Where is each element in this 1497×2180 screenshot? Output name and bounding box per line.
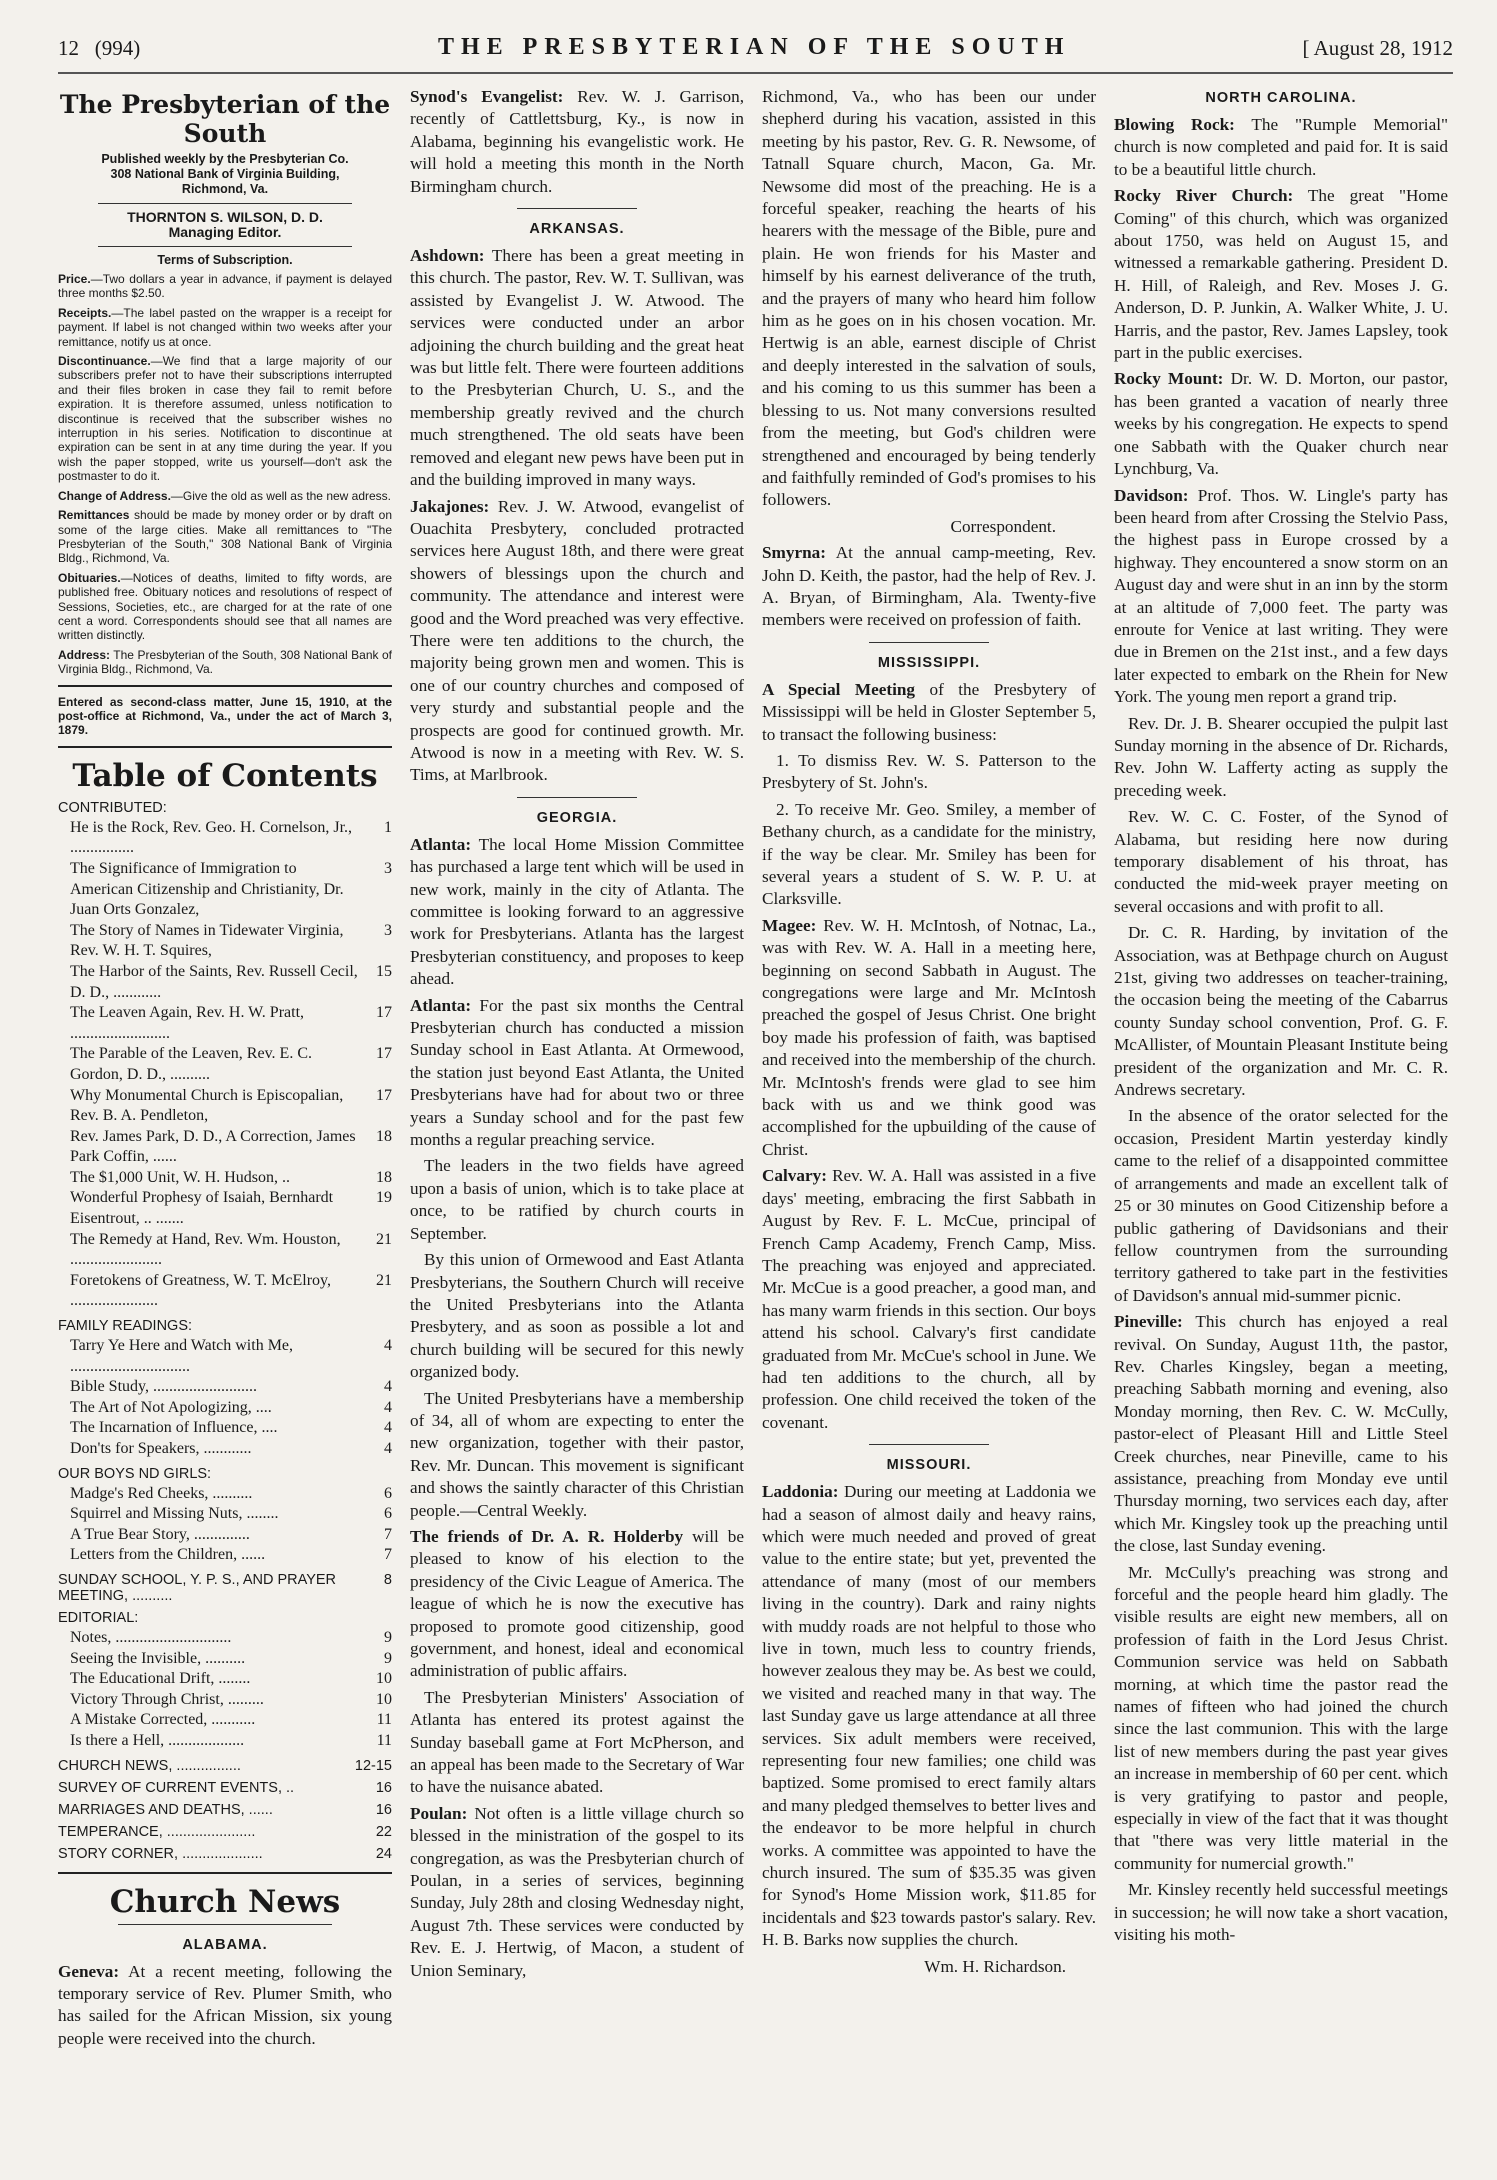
toc-entry[interactable]: Rev. James Park, D. D., A Correction, James Park Coffin, ...... 18 [70,1127,392,1166]
news-paragraph [410,1803,744,1982]
toc-entry[interactable]: Seeing the Invisible, .......... 9 [70,1649,392,1667]
paragraph-lead: Atlanta: [410,834,472,854]
editor-block: THORNTON S. WILSON, D. D. Managing Editor. [127,209,323,240]
paragraph-text: During our meeting at Laddonia we had a season of almost daily and heavy rains, which were much needed and proved of great value to the entire state; but yet, prevented the attendance of many (most of our members living in the country). Dark and rainy nights with muddy roads are not helpful to those who live in town, much less to country friends, however zealous they may be. As best we could, we visited and reached many in that way. The last Sunday gave us large attendance at all three services. Six adult members were received, representing four new families; one child was baptized. Some promised to erect family altars and many pledged themselves to better lives and the endeavor to be more helpful in church works. A committee was appointed to have the church insured. The sum of $35.35 was given for Synod's Home Mission work, $11.85 for incidentals and $23 towards pastor's salary. Rev. H. B. Barks now supplies the church. [762,1482,1096,1950]
news-paragraph-continued: Richmond, Va., who has been our under shepherd during his vacation, assisted in this meeting by his pastor, Rev. G. R. Newsome, of Tatnall Square church, Macon, Ga. Mr. Newsome did most of the preaching. He is a forceful speaker, reaching the hearts of his hearers with the message of the Bible, pure and plain. He won friends for his Master and himself by his earnest deliverance of the truth, and the prayers of many who heard him follow him as he goes on in his chosen vocation. Mr. Hertwig is an able, earnest disciple of Christ and deeply interested in the salvation of souls, and his coming to us this summer has been a blessing to us. Not many conversions resulted from the meeting, but God's children were strengthened and encouraged by being tenderly and faithfully reminded of God's promises to his followers. [762,87,1096,510]
toc-entry[interactable]: The Incarnation of Influence, .... 4 [70,1419,392,1437]
toc-entry[interactable]: Letters from the Children, ...... 7 [70,1546,392,1564]
paragraph-text: There has been a great meeting in this church. The pastor, Rev. W. T. Sullivan, was assisted by Evangelist J. W. Atwood. The services were conducted under an arbor adjoining the church building and the great heat was but little felt. There were fourteen additions to the Presbyterian Church, U. S., and the membership greatly revived and the church much strengthened. The old seats have been removed and elegant new pews have been put in and the building improved in many ways. [410,246,744,490]
paragraph-text: Rev. J. W. Atwood, evangelist of Ouachita Presbytery, concluded protracted services here August 18th, and there were great showers of blessings upon the church and community. The attendance and interest were good and the Word preached was very effective. There were ten additions to the church, the majority being grown men and women. This is one of our country churches and composed of very sturdy and substantial people and the prospects are good for continued growth. Mr. Atwood is now in a meeting with Rev. W. S. Tims, at Marlbrook. [410,496,744,785]
news-paragraph [1114,1105,1448,1307]
paragraph-text: Mr. Kinsley recently held successful meetings in succession; he will now take a short vacation, visiting his moth- [1114,1880,1448,1945]
paragraph-text: This church has enjoyed a real revival. On Sunday, August 11th, the pastor, Rev. Charles Kingsley, began a meeting, preaching Sabbath morning and evening, also Monday morning, then Rev. C. W. McCully, pastor-elect of Pleasant Hill and Little Steel Creek churches, near Pineville, came to his assistance, preaching from Monday eve until Thursday morning, two services each day, after which Mr. Kingsley took up the preaching until the close, last Sunday evening. [1114,1312,1448,1556]
paragraph-text: The Presbyterian Ministers' Association of Atlanta has entered its protest against the Sunday baseball game at Fort McPherson, and an appeal has been made to the Secretary of War to have the nuisance abated. [410,1687,744,1797]
news-paragraph [1114,368,1448,480]
paragraph-text: Rev. W. H. McIntosh, of Notnac, La., was with Rev. W. A. Hall in a meeting here, beginning on second Sabbath in August. The congregations were large and Mr. McIntosh preached the gospel of Jesus Christ. One bright boy made his profession of faith, was baptised and received into the membership of the church. Mr. McIntosh's frends were glad to see him back with us and we think good was accomplished for the upbuilding of the cause of Christ. [762,915,1096,1159]
news-paragraph: Synod's Evangelist: Rev. W. J. Garrison, recently of Cattlettsburg, Ky., is now in Alabama, beginning his evangelistic work. He will hold a meeting this month in the North Birmingham church. [410,87,744,196]
column-3 [762,86,1096,2156]
alabama-news [58,1961,392,2051]
news-paragraph [410,1687,744,1799]
toc-section-heading: STORY CORNER, .................... 24 [58,1845,392,1862]
paragraph-text: The great "Home Coming" of this church, which was organized about 1750, was held on August 15, and witnessed a remarkable gathering. President D. H. Hill, of Raleigh, and Rev. Moses J. G. Anderson, D. P. Junkin, A. Walker White, J. U. Harris, and the pastor, Rev. James Lapsley, took part in the public exercises. [1114,186,1448,363]
journal-title: THE PRESBYTERIAN OF THE SOUTH [438,34,1071,60]
paragraph-text: The "Rumple Memorial" church is now completed and paid for. It is said to be a beautiful little church. [1114,115,1448,179]
toc-section-heading: OUR BOYS ND GIRLS: [58,1465,212,1482]
paragraph-text: The local Home Mission Committee has purchased a large tent which will be used in new work, mainly in the city of Atlanta. The committee is looking forward to an aggressive work for Presbyterians. Atlanta has the largest Presbyterian constituency, and proposes to keep ahead. [410,834,744,989]
terms-item: Address: The Presbyterian of the South, 308 National Bank of Virginia Bldg., Richmond, Va. [58,647,392,677]
terms-item: Remittances should be made by money order or by draft on some of the large cities. Make all remittances to "The Presbyterian of the South," 308 National Bank of Virginia Bldg., Richmond, Va. [58,508,392,566]
entered-notice: Entered as second-class matter, June 15, 1910, at the post-office at Richmond, Va., under the act of March 3, 1879. [58,694,392,738]
toc-entry[interactable]: Madge's Red Cheeks, .......... 6 [70,1484,392,1502]
georgia-signature: Correspondent. [950,516,1056,536]
toc-entry[interactable]: The Educational Drift, ........ 10 [70,1670,392,1688]
news-paragraph [762,915,1096,1161]
state-heading-missouri: MISSOURI. [886,1457,972,1474]
news-paragraph [410,1155,744,1245]
toc-entry[interactable]: The Remedy at Hand, Rev. Wm. Houston, ....................... 21 [70,1230,392,1269]
missouri-signature: Wm. H. Richardson. [924,1956,1066,1976]
paragraph-text: Not often is a little village church so blessed in the ministration of the gospel to its congregation, as was the Presbyterian church of Poulan, in a series of services, beginning Sunday, July 28th and closing Wednesday night, August 7th. These services were conducted by Rev. E. J. Hertwig, of Macon, a student of Union Seminary, [410,1803,744,1980]
publisher-line: Published weekly by the Presbyterian Co. 308 National Bank of Virginia Building, Richmond, Va. [101,152,349,196]
paragraph-text: of the Presbytery of Mississippi will be held in Gloster September 5, to transact the following business: [762,679,1096,744]
masthead-title: The Presbyterian of the South [59,90,391,148]
terms-item: Price.—Two dollars a year in advance, if payment is delayed three months $2.50. [58,272,392,301]
paragraph-text: Mr. McCully's preaching was strong and forceful and the people heard him gladly. The visible results are eight new members, all on profession of faith in the Lord Jesus Christ. Communion service was held on Sabbath morning, at which time the pastor read the names of fifteen who had joined the church since the last communion. This with the large list of new members during the past year gives an increase in membership of 60 per cent. which is very gratifying to pastor and people, especially in view of the fact that it was thought that "there was very little material in the community for numercial growth." [1114,1562,1448,1873]
paragraph-text: 1. To dismiss Rev. W. S. Patterson to the Presbytery of St. John's. [762,750,1096,793]
toc-entry[interactable]: Notes, ............................. 9 [70,1628,392,1646]
news-paragraph [410,1526,744,1683]
issue-date: [ August 28, 1912 [1302,36,1453,60]
news-paragraph [58,1961,392,2051]
paragraph-lead: Jakajones: [410,496,490,516]
north-carolina-news [1114,114,1448,1947]
toc-entry[interactable]: Don'ts for Speakers, ............ 4 [70,1440,392,1457]
page-number: 12 (994) [58,36,141,60]
news-paragraph [1114,1879,1448,1946]
news-paragraph [762,679,1096,746]
georgia-news [410,834,744,1982]
paragraph-text: Dr. C. R. Harding, by invitation of the Association, was at Bethpage church on August 21st, giving two addresses on teacher-training, the occasion being the meeting of the Cabarrus county Sunday school convention, Prof. G. F. McAllister, of Mountain Pleasant Institute being president of the organization and Mr. C. R. Andrews secretary. [1114,923,1448,1100]
paragraph-lead: Laddonia: [762,1482,839,1502]
paragraph-text: Dr. W. D. Morton, our pastor, has been granted a vacation of nearly three weeks by his congregation. He expects to spend one Sabbath with the Quaker church near Lynchburg, Va. [1114,369,1448,479]
toc-section-heading: SURVEY OF CURRENT EVENTS, .. 16 [58,1779,392,1796]
alabama-news-cont [410,86,744,198]
terms-item: Change of Address.—Give the old as well as the new adress. [58,488,392,503]
toc-entry[interactable]: Bible Study, .......................... 4 [70,1378,392,1396]
paragraph-text: The United Presbyterians have a membership of 34, all of whom are expecting to enter the new organization, together with their pastor, Rev. Mr. Duncan. This movement is significant and shows the saintly character of this Christian people.—Central Weekly. [410,1388,744,1520]
toc-entry[interactable]: The Leaven Again, Rev. H. W. Pratt, ......................... 17 [70,1004,392,1042]
toc-section-heading: TEMPERANCE, ...................... 22 [58,1823,392,1840]
paragraph-text: By this union of Ormewood and East Atlanta Presbyterians, the Southern Church will receive the United Presbyterians into the Atlanta Presbytery, and as soon as possible a lot and church building will be secured for this newly organized body. [410,1250,744,1382]
paragraph-text: At a recent meeting, following the temporary service of Rev. Plumer Smith, who has sailed for the African Mission, six young people were received into the church. [58,1961,392,2048]
toc-section-heading: SUNDAY SCHOOL, Y. P. S., AND PRAYER MEETING, .......... 8 [58,1571,392,1604]
news-paragraph [762,1165,1096,1434]
paragraph-text: Rev. W. A. Hall was assisted in a five days' meeting, embracing the first Sabbath in August by Rev. F. L. McCue, principal of French Camp Academy, French Camp, Miss. The preaching was enjoyed and appreciated. Mr. McCue is a good preacher, a good man, and has many warm friends in this section. Our boys attend his school. Calvary's first candidate graduated from Mr. McCue's school in June. We had ten additions to the church, all by profession. One child received the token of the covenant. [762,1166,1096,1432]
arkansas-news [410,245,744,787]
toc-entry[interactable]: The Story of Names in Tidewater Virginia, Rev. W. H. T. Squires, 3 [70,921,392,960]
mississippi-news [762,679,1096,1434]
terms-item: Receipts.—The label pasted on the wrapper is a receipt for payment. If label is not changed within two weeks after your remittance, notify us at once. [58,305,392,349]
news-paragraph [1114,1311,1448,1557]
news-paragraph: Smyrna: At the annual camp-meeting, Rev. John D. Keith, the pastor, had the help of Rev. J. A. Bryan, of Birmingham, Ala. Twenty-five members were received on profession of faith. [762,543,1096,630]
news-paragraph [762,750,1096,795]
paragraph-lead: Davidson: [1114,485,1189,505]
paragraph-lead: Magee: [762,915,817,935]
toc-section-heading: CHURCH NEWS, ................ 12-15 [58,1757,392,1774]
church-news-title: Church News [109,1883,341,1920]
news-paragraph [1114,713,1448,803]
column-2 [410,86,744,2156]
state-heading-georgia: GEORGIA. [536,809,618,826]
toc-entry[interactable]: The Art of Not Apologizing, .... 4 [70,1398,392,1416]
georgia-news-cont [762,86,1096,512]
paragraph-text: Rev. W. C. C. Foster, of the Synod of Alabama, but residing here now during temporary disablement of his throat, has conducted the mid-week prayer meeting on several occasions and with profit to all. [1114,807,1448,916]
toc-entry[interactable]: Is there a Hell, ................... 11 [70,1731,392,1749]
news-paragraph [762,799,1096,911]
news-paragraph [410,995,744,1152]
toc-entry[interactable]: A True Bear Story, .............. 7 [70,1525,392,1543]
column-1 [58,86,392,2156]
paragraph-lead: Poulan: [410,1803,468,1823]
terms-item: Discontinuance.—We find that a large majority of our subscribers prefer not to have their subscriptions interrupted and their files broken in case they fail to remit before expiration. It is therefore assumed, unless notification to discontinue is received that the subscriber wishes no interruption in his series. Notification to discontinue at expiration can be sent in at any time during the year. If you wish the paper stopped, write us yourself—don't ask the postmaster to do it. [58,354,392,484]
toc-entry[interactable]: The Significance of Immigration to American Citizenship and Christianity, Dr. Juan Orts Gonzalez, 3 [70,859,392,919]
state-heading-arkansas: ARKANSAS. [529,221,625,238]
toc-entry[interactable]: Wonderful Prophesy of Isaiah, Bernhardt Eisentrout, .. ....... 19 [70,1189,392,1228]
terms-item: Obituaries.—Notices of deaths, limited to fifty words, are published free. Obituary notices and resolutions of respect of Sessions, Societies, etc., are charged for at the rate of one cent a word. Correspondents should see that all names are written distinctly. [58,570,392,643]
paragraph-lead: Atlanta: [410,995,472,1015]
column-4 [1114,86,1448,2156]
toc-entry[interactable]: Victory Through Christ, ......... 10 [70,1690,392,1708]
paragraph-lead: Rocky River Church: [1114,186,1294,206]
paragraph-lead: Calvary: [762,1166,827,1186]
paragraph-lead: Pineville: [1114,1312,1183,1332]
news-paragraph [1114,922,1448,1101]
toc-entry[interactable]: Foretokens of Greatness, W. T. McElroy, ...................... 21 [70,1271,392,1310]
toc-section-heading: MARRIAGES AND DEATHS, ...... 16 [58,1801,392,1818]
news-paragraph [410,1249,744,1383]
news-paragraph [1114,114,1448,181]
paragraph-text: The leaders in the two fields have agreed upon a basis of union, which is to take place at once, to be ratified by church courts in September. [410,1156,744,1243]
news-paragraph [1114,1562,1448,1876]
news-paragraph [410,1388,744,1522]
toc-entry[interactable]: A Mistake Corrected, ........... 11 [70,1711,392,1729]
news-paragraph [410,834,744,991]
paragraph-text: In the absence of the orator selected for the occasion, President Martin yesterday kindly came to the relief of a disappointed committee of arrangements and made an excellent talk of 25 or 30 minutes on Good Citizenship before a public gathering of Davidsonians and their fellow countrymen from the surrounding territory gathered to take part in the festivities of Davidson's annual mid-summer picnic. [1114,1106,1448,1305]
toc-entry[interactable]: The Parable of the Leaven, Rev. E. C. Gordon, D. D., .......... 17 [70,1045,392,1083]
toc-entry[interactable]: Tarry Ye Here and Watch with Me, .............................. 4 [70,1337,392,1375]
table-of-contents [58,800,392,1862]
terms-list [58,272,392,677]
news-paragraph [762,1481,1096,1952]
newspaper-page [58,22,1453,2162]
paragraph-text: Prof. Thos. W. Lingle's party has been heard from after Crossing the Stelvio Pass, the highest pass in Europe crossed by a highway. They encountered a snow storm on an August day and were shut in an inn by the storm at an altitude of 7,000 feet. The party was enroute for Venice at last writing. They were due in Bremen on the 21st inst., and a few days later expected to embark on the Rhein for New York. The young men report a grand trip. [1114,485,1448,707]
toc-entry[interactable]: The Harbor of the Saints, Rev. Russell Cecil, D. D., ............ 15 [70,962,392,1001]
news-paragraph [1114,185,1448,364]
paragraph-lead: Geneva: [58,1961,120,1981]
news-paragraph [1114,806,1448,918]
state-heading-mississippi: MISSISSIPPI. [877,654,981,671]
paragraph-text: Rev. Dr. J. B. Shearer occupied the pulpit last Sunday morning in the absence of Dr. Richards, Rev. John W. Lafferty acting as supply the preceding week. [1114,713,1448,800]
toc-section-heading: CONTRIBUTED: [58,799,167,816]
paragraph-lead: Ashdown: [410,246,485,266]
paragraph-text: 2. To receive Mr. Geo. Smiley, a member of Bethany church, as a candidate for the ministry, if the way be clear. Mr. Smiley has been for several years a student of S. W. P. U. at Clarksville. [762,799,1096,909]
toc-title: Table of Contents [72,757,378,794]
toc-entry[interactable]: Why Monumental Church is Episcopalian, Rev. B. A. Pendleton, 17 [70,1086,392,1125]
state-heading-alabama: ALABAMA. [182,1936,268,1953]
news-paragraph [1114,485,1448,709]
paragraph-lead: A Special Meeting [762,679,916,699]
paragraph-text: will be pleased to know of his election to the presidency of the Civic League of America. The league of which he is now the executive has proposed to promote good citizenship, good government, and honest, ideal and economical administration of public affairs. [410,1526,744,1681]
paragraph-lead: Rocky Mount: [1114,369,1224,389]
toc-section-heading: FAMILY READINGS: [58,1318,193,1335]
paragraph-lead: Blowing Rock: [1114,115,1235,134]
toc-entry[interactable]: He is the Rock, Rev. Geo. H. Cornelson, Jr., ................ 1 [70,818,392,857]
smyrna-news [762,542,1096,632]
missouri-news [762,1481,1096,1952]
terms-title: Terms of Subscription. [157,253,293,267]
news-paragraph [410,496,744,787]
toc-entry[interactable]: The $1,000 Unit, W. H. Hudson, .. 18 [70,1168,392,1186]
paragraph-text: For the past six months the Central Presbyterian church has conducted a mission Sunday school in East Atlanta. At Ormewood, the station just beyond East Atlanta, the United Presbyterians have had for about two or three years a Sunday school and for the past few months a regular preaching service. [410,995,744,1150]
news-paragraph [410,245,744,491]
state-heading-north-carolina: NORTH CAROLINA. [1205,90,1357,106]
paragraph-lead: The friends of Dr. A. R. Holderby [410,1526,684,1546]
toc-entry[interactable]: Squirrel and Missing Nuts, ........ 6 [70,1505,392,1523]
toc-section-heading: EDITORIAL: [58,1609,139,1626]
running-head [58,22,1453,74]
